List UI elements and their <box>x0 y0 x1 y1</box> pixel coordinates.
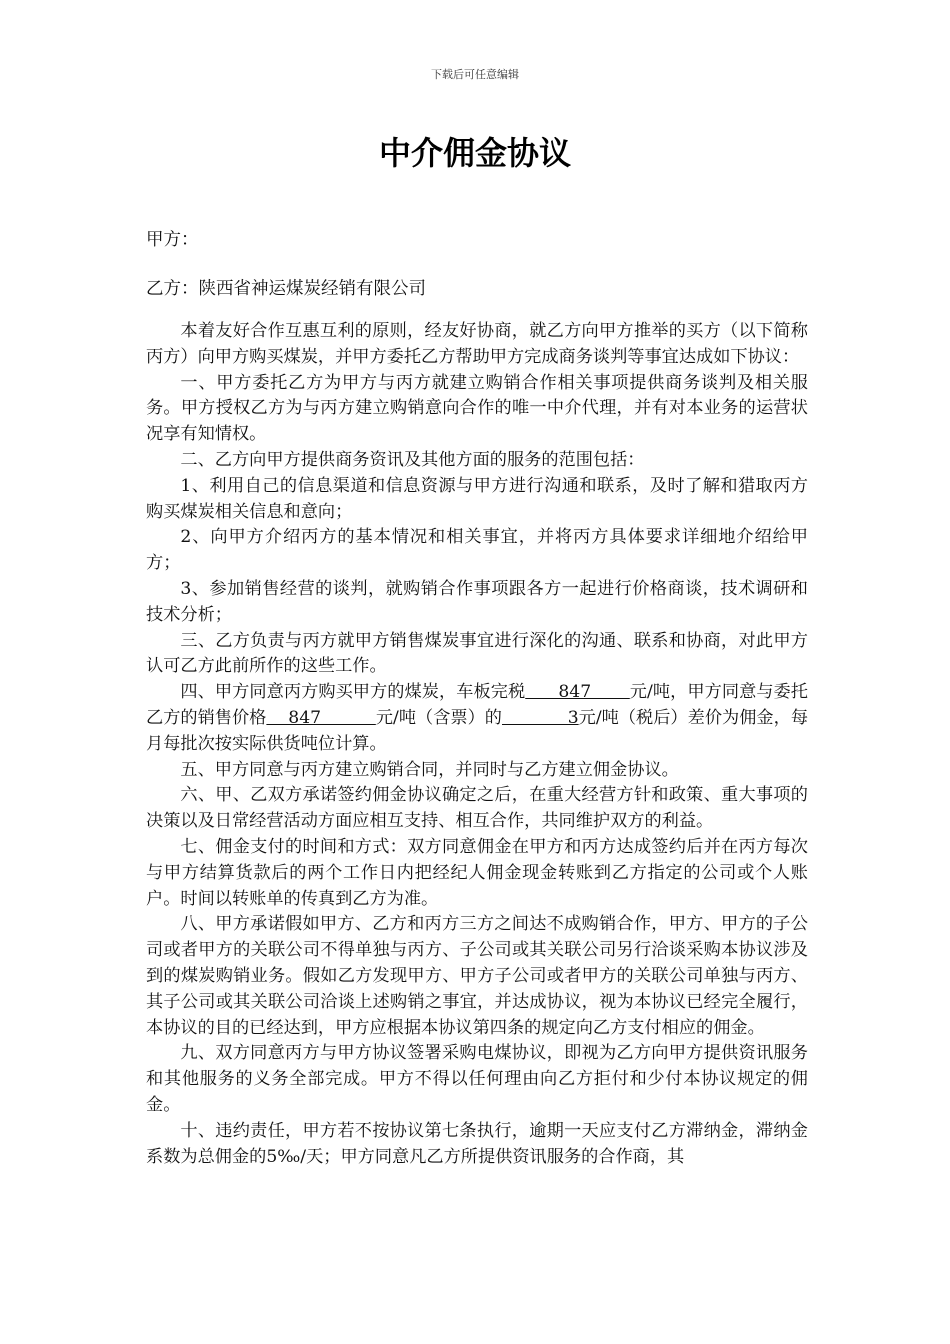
clause-6-paragraph: 六、甲、乙双方承诺签约佣金协议确定之后，在重大经营方针和政策、重大事项的决策以及日常经营活动方面应相互支持、相互合作，共同维护双方的利益。 <box>146 785 808 832</box>
clause-2-item-2: 2、向甲方介绍丙方的基本情况和相关事宜，并将丙方具体要求详细地介绍给甲方； <box>146 527 808 574</box>
header-note: 下载后可任意编辑 <box>431 68 519 81</box>
clause-9-paragraph: 九、双方同意丙方与甲方协议签署采购电煤协议，即视为乙方向甲方提供资讯服务和其他服务的义务全部完成。甲方不得以任何理由向乙方拒付和少付本协议规定的佣金。 <box>146 1043 808 1115</box>
agreement-body <box>146 319 808 1170</box>
party-a-line: 甲方： <box>146 230 199 250</box>
sales-price-blank: 847 <box>266 707 376 728</box>
commission-rate-blank: 3 <box>502 707 579 728</box>
clause-10-paragraph: 十、违约责任，甲方若不按协议第七条执行，逾期一天应支付乙方滞纳金，滞纳金系数为总佣金的5‰/天；甲方同意凡乙方所提供资讯服务的合作商，其 <box>146 1120 808 1167</box>
clause-4-text-b: 元/吨，甲方同意与委托乙方的销售价格 <box>146 682 808 728</box>
clause-2-item-3: 3、参加销售经营的谈判，就购销合作事项跟各方一起进行价格商谈，技术调研和技术分析； <box>146 578 808 625</box>
party-b-line: 乙方：陕西省神运煤炭经销有限公司 <box>146 279 426 299</box>
tax-paid-price-blank: 847 <box>525 682 630 703</box>
clause-4-text-d: 元/吨（税后）差价为佣金，每月每批次按实际供货吨位计算。 <box>146 707 809 754</box>
document-title: 中介佣金协议 <box>378 134 571 172</box>
preamble-paragraph: 本着友好合作互惠互利的原则，经友好协商，就乙方向甲方推举的买方（以下简称丙方）向甲方购买煤炭，并甲方委托乙方帮助甲方完成商务谈判等事宜达成如下协议： <box>146 321 808 367</box>
clause-1-paragraph: 一、甲方委托乙方为甲方与丙方就建立购销合作相关事项提供商务谈判及相关服务。甲方授权乙方为与丙方建立购销意向合作的唯一中介代理，并有对本业务的运营状况享有知情权。 <box>146 372 808 445</box>
clause-2-item-1: 1、利用自己的信息渠道和信息资源与甲方进行沟通和联系，及时了解和猎取丙方购买煤炭相关信息和意向； <box>146 475 808 522</box>
clause-5-paragraph: 五、甲方同意与丙方建立购销合同，并同时与乙方建立佣金协议。 <box>180 759 679 780</box>
clause-3-paragraph: 三、乙方负责与丙方就甲方销售煤炭事宜进行深化的沟通、联系和协商，对此甲方认可乙方此前所作的这些工作。 <box>146 630 808 677</box>
clause-2-paragraph: 二、乙方向甲方提供商务资讯及其他方面的服务的范围包括： <box>180 449 645 470</box>
clause-4-text-a: 四、甲方同意丙方购买甲方的煤炭，车板完税 <box>180 682 526 703</box>
clause-4-paragraph <box>146 680 808 757</box>
clause-7-paragraph: 七、佣金支付的时间和方式：双方同意佣金在甲方和丙方达成签约后并在丙方每次与甲方结算货款后的两个工作日内把经纪人佣金现金转账到乙方指定的公司或个人账户。时间以转账单的传真到乙方为准。 <box>146 836 808 909</box>
clause-4-text-c: 元/吨（含票）的 <box>375 707 503 728</box>
clause-8-paragraph: 八、甲方承诺假如甲方、乙方和丙方三方之间达不成购销合作，甲方、甲方的子公司或者甲方的关联公司不得单独与丙方、子公司或其关联公司另行洽谈采购本协议涉及到的煤炭购销业务。假如乙方发现甲方、甲方子公司或者甲方的关联公司单独与丙方、其子公司或其关联公司洽谈上述购销之事宜，并达成协议，视为本协议已经完全履行，本协议的目的已经达到，甲方应根据本协议第四条的规定向乙方支付相应的佣金。 <box>146 914 808 1038</box>
